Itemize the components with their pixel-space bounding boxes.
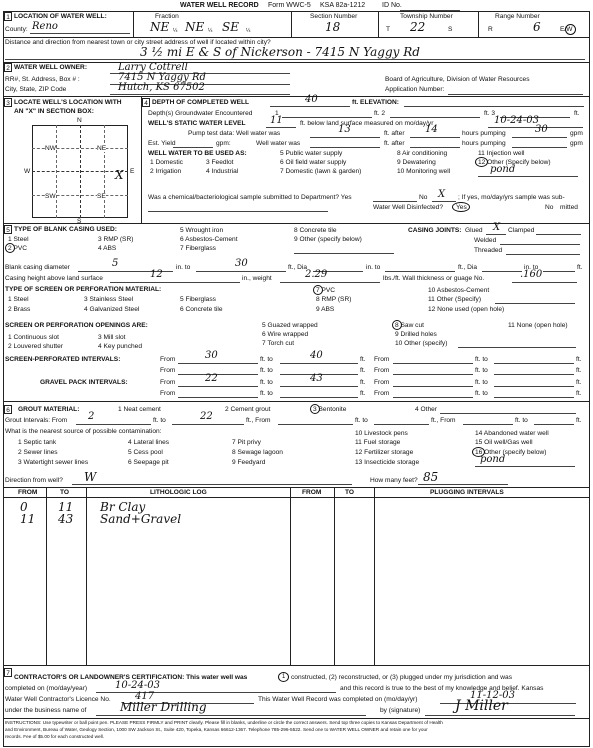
disinfected-no[interactable]: No bbox=[545, 204, 554, 211]
fraction-1[interactable]: NE bbox=[150, 20, 170, 34]
section-5-number: 5 bbox=[4, 225, 12, 234]
joint-threaded[interactable]: Threaded bbox=[474, 247, 503, 254]
form-number: Form WWC-5 bbox=[268, 2, 311, 9]
open-5[interactable]: 5 Guazed wrapped bbox=[262, 322, 318, 329]
log-header-lithologic: LITHOLOGIC LOG bbox=[150, 489, 207, 496]
open-1[interactable]: 1 Continuous slot bbox=[8, 334, 59, 341]
use-10[interactable]: 10 Monitoring well bbox=[397, 168, 451, 175]
distance-label: Distance and direction from nearest town or city street address of well if located within city? bbox=[5, 39, 271, 46]
open-4[interactable]: 4 Key punched bbox=[98, 343, 142, 350]
pump-gpm-value[interactable]: 30 bbox=[535, 124, 548, 135]
casing-6[interactable]: 6 Asbestos-Cement bbox=[180, 236, 238, 243]
joint-clamped[interactable]: Clamped bbox=[508, 227, 535, 234]
use-9[interactable]: 9 Dewatering bbox=[397, 159, 436, 166]
section-1-number: 1 bbox=[4, 12, 12, 21]
source-14[interactable]: 14 Abandoned water well bbox=[475, 430, 549, 437]
cert-constructed-circle bbox=[278, 672, 289, 682]
contamination-label: What is the nearest source of possible contamination: bbox=[5, 428, 162, 435]
screen-8[interactable]: 8 RMP (SR) bbox=[316, 296, 352, 303]
direction-label: Direction from well? bbox=[5, 477, 63, 484]
section-3-number: 3 bbox=[4, 98, 12, 107]
log-row-2-to[interactable]: 43 bbox=[58, 512, 74, 526]
wall-value[interactable]: .160 bbox=[520, 269, 543, 280]
source-2[interactable]: 2 Sewer lines bbox=[18, 449, 58, 456]
grout-3[interactable]: 3 Bentonite bbox=[313, 406, 347, 413]
record-date-value[interactable]: 11-12-03 bbox=[470, 690, 515, 701]
diameter-to-value[interactable]: 30 bbox=[235, 258, 248, 269]
section-4-number: 4 bbox=[142, 98, 150, 107]
log-row-2-from[interactable]: 11 bbox=[20, 512, 36, 526]
screen-pvc-circle bbox=[313, 285, 323, 295]
source-3[interactable]: 3 Watertight sewer lines bbox=[18, 459, 89, 466]
owner-value[interactable]: Larry Cottrell bbox=[118, 62, 188, 73]
how-many-feet-value[interactable]: 85 bbox=[423, 470, 439, 484]
source-15[interactable]: 15 Oil well/Gas well bbox=[475, 439, 533, 446]
fraction-3[interactable]: SE bbox=[222, 20, 239, 34]
well-location-mark: X bbox=[115, 168, 124, 182]
source-9[interactable]: 9 Feedyard bbox=[232, 459, 266, 466]
log-header-from: FROM bbox=[18, 489, 38, 496]
completed-value[interactable]: 10-24-03 bbox=[115, 680, 160, 691]
gravel-from-value[interactable]: 22 bbox=[205, 373, 218, 384]
source-5[interactable]: 5 Cess pool bbox=[128, 449, 163, 456]
screen-4[interactable]: 4 Galvanized Steel bbox=[84, 306, 140, 313]
static-level-value[interactable]: 11 bbox=[270, 115, 283, 126]
certification-label: CONTRACTOR'S OR LANDOWNER'S CERTIFICATION: This water well was bbox=[14, 674, 248, 681]
grout-4[interactable]: 4 Other bbox=[415, 406, 437, 413]
instructions-line-3: records. Fee of $5.00 for each constructed well. bbox=[5, 734, 105, 739]
open-7[interactable]: 7 Torch cut bbox=[262, 340, 295, 347]
log-header-to: TO bbox=[60, 489, 70, 496]
use-7[interactable]: 7 Domestic (lawn & garden) bbox=[280, 168, 362, 175]
screen-intervals-label: SCREEN-PERFORATED INTERVALS: bbox=[5, 356, 121, 363]
log-row-1-from[interactable]: 0 bbox=[20, 500, 28, 514]
open-9[interactable]: 9 Drilled holes bbox=[395, 331, 437, 338]
joint-glued-mark: X bbox=[493, 222, 501, 233]
gravel-to-value[interactable]: 43 bbox=[310, 373, 323, 384]
screen-11[interactable]: 11 Other (Specify) bbox=[428, 296, 482, 303]
open-3[interactable]: 3 Mill slot bbox=[98, 334, 126, 341]
open-8[interactable]: 8 Saw cut bbox=[395, 322, 424, 329]
casing-2[interactable]: 2 PVC bbox=[8, 245, 28, 252]
instructions-line-2: and Environment, Bureau of Water, Geology Section, 1000 SW Jackson St., Suite 420, Topeka, Kansas 66612-1367. Telephone 785-296-5522. Send one to WATER WELL OWNER and retain one for your bbox=[5, 727, 428, 732]
use-5[interactable]: 5 Public water supply bbox=[280, 150, 343, 157]
pump-water-value[interactable]: 13 bbox=[338, 124, 351, 135]
log-header-from2: FROM bbox=[302, 489, 322, 496]
yield-label: Est. Yield bbox=[148, 140, 176, 147]
casing-5[interactable]: 5 Wrought iron bbox=[180, 227, 224, 234]
county-value[interactable]: Reno bbox=[32, 21, 58, 32]
open-saw-cut-circle bbox=[392, 320, 402, 330]
use-12[interactable]: 12 Other (Specify below) bbox=[478, 159, 551, 166]
license-label: Water Well Contractor's Licence No. bbox=[5, 696, 111, 703]
grout-from-value[interactable]: 2 bbox=[88, 411, 95, 422]
address-value[interactable]: 7415 N Yaggy Rd bbox=[118, 72, 206, 83]
log-row-1-desc[interactable]: Br Clay bbox=[100, 500, 146, 514]
gravel-intervals-label: GRAVEL PACK INTERVALS: bbox=[40, 379, 128, 386]
screen-6[interactable]: 6 Concrete tile bbox=[180, 306, 223, 313]
casing-label: TYPE OF BLANK CASING USED: bbox=[14, 226, 117, 233]
sec3-title: LOCATE WELL'S LOCATION WITH bbox=[14, 99, 122, 106]
section-number-label: Section Number bbox=[310, 13, 358, 20]
use-8[interactable]: 8 Air conditioning bbox=[397, 150, 448, 157]
source-12[interactable]: 12 Fertilizer storage bbox=[355, 449, 414, 456]
screen-to-value[interactable]: 40 bbox=[310, 350, 323, 361]
casing-9[interactable]: 9 Other (specify below) bbox=[294, 236, 362, 243]
city-label: City, State, ZIP Code bbox=[5, 86, 67, 93]
screen-3[interactable]: 3 Stainless Steel bbox=[84, 296, 134, 303]
weight-value[interactable]: 2.29 bbox=[305, 269, 328, 280]
source-8[interactable]: 8 Sewage lagoon bbox=[232, 449, 283, 456]
instructions-line-1: INSTRUCTIONS: Use typewriter or ball point pen. PLEASE PRESS FIRMLY and PRINT clearly. Please fill in blanks, underline or circle the correct answers. Send top three copies to Kansas Department of Health bbox=[5, 720, 443, 725]
range-ew[interactable]: E/W bbox=[560, 26, 573, 33]
signature[interactable]: J Miller bbox=[455, 698, 508, 714]
disinfected-yes-circle bbox=[452, 202, 470, 212]
log-header-to2: TO bbox=[345, 489, 355, 496]
open-6[interactable]: 6 Wire wrapped bbox=[262, 331, 309, 338]
screen-10[interactable]: 10 Asbestos-Cement bbox=[428, 287, 490, 294]
screen-5[interactable]: 5 Fiberglass bbox=[180, 296, 216, 303]
open-10[interactable]: 10 Other (specify) bbox=[395, 340, 448, 347]
height-label: Casing height above land surface bbox=[5, 275, 103, 282]
business-value[interactable]: Miller Drilling bbox=[120, 700, 207, 714]
township-value[interactable]: 22 bbox=[410, 20, 426, 34]
grout-to-value[interactable]: 22 bbox=[200, 411, 213, 422]
grout-2[interactable]: 2 Cement grout bbox=[225, 406, 271, 413]
section-6-number: 6 bbox=[4, 405, 12, 414]
casing-8[interactable]: 8 Concrete tile bbox=[294, 227, 337, 234]
diameter-label: Blank casing diameter bbox=[5, 264, 70, 271]
use-1[interactable]: 1 Domestic bbox=[150, 159, 183, 166]
groundwater-label: Depth(s) Groundwater Encountered bbox=[148, 110, 253, 117]
township-label: Township Number bbox=[400, 13, 453, 20]
section-number-value[interactable]: 18 bbox=[325, 20, 341, 34]
screen-7[interactable]: 7 PVC bbox=[316, 287, 336, 294]
disinfected-yes[interactable]: Yes bbox=[456, 204, 467, 211]
sec1-title: LOCATION OF WATER WELL: bbox=[14, 13, 107, 20]
use-other-value[interactable]: pond bbox=[490, 164, 516, 175]
water-well-record-form: WATER WELL RECORD Form WWC-5 KSA 82a-1212 ID No. 1 LOCATION OF WATER WELL: County: Reno Fraction NE ¼ NE ¼ SE ¼ Section Number 18 Township Number T 22 S Range Number R 6 E/W Distance and direction from nearest town or city street address of well if located within city? 3 ½ mi E & S of Nickerson - 7415 N Yaggy Rd 2 WATER WELL OWNER: Larry Cottrell RR#, St. Address, Box # : 7415 N Yaggy Rd City, State, ZIP Code Hutch, KS 67502 Board of Agriculture, Division of Water Resources Application Number: 3 LOCATE WELL'S LOCATION WITH AN "X" IN SECTION BOX: N S W E NW NE SW SE X 4 DEPTH OF COMPLETED WELL 40 ft. ELEVATION: Depth(s) Groundwater Encountered 1 ft. 2 ft. 3 ft. WELL'S STATIC WATER LEVEL 11 ft. below land surface measured on mo/day/yr 10-24-03 Pump test data: Well water was 13 ft. after 14 hours pumping 30 gpm Est. Yield gpm: Well water was ft. after hours pumping gpm WELL WATER TO BE USED AS: 1 Domestic 2 Irrigation 3 Feedlot 4 Industrial 5 Public water supply 6 Oil field water supply 7 Domestic (lawn & garden) 8 Air conditioning 9 Dewatering 10 Monitoring well 11 Injection well 12 Other (Specify below) pond Was a chemical/bacteriological sample submitted to Department? Yes No X ; If yes, mo/day/yrs sample was sub- mitted Water Well Disinfected? Yes No 5 TYPE OF BLANK CASING USED: 1 Steel 2 PVC 3 RMP (SR) 4 ABS 5 Wrought iron 6 Asbestos-Cement 7 Fiberglass 8 Concrete tile 9 Other (specify below) CASING JOINTS: Glued X Clamped Welded Threaded Blank casing diameter 5 in. to 30 ft., Dia in. to ft., Dia in. to ft. Casing height above land surface 12 in., weight 2.29 lbs./ft. Wall thickness or guage No. .160 TYPE OF SCREEN OR PERFORATION MATERIAL: 1 Steel 2 Brass 3 Stainless Steel 4 Galvanized Steel 5 Fiberglass 6 Concrete tile 7 PVC 8 RMP (SR) 9 ABS 10 Asbestos-Cement 11 Other (Specify) 12 None used (open hole) SCREEN OR PERFORATION OPENINGS ARE: 1 Continuous slot 2 Louvered shutter 3 Mill slot 4 Key punched 5 Guazed wrapped 6 Wire wrapped 7 Torch cut 8 Saw cut 9 Drilled holes 10 Other (specify) 11 None (open hole) SCREEN-PERFORATED INTERVALS: From 30 ft. to 40 ft. From ft. to ft. From ft. to ft. From ft. to ft. GRAVEL PACK INTERVALS: From 22 ft. to 43 ft. From ft. to ft. From ft. to ft. From ft. to ft. 6 GROUT MATERIAL: 1 Neat cement 2 Cement grout 3 Bentonite 4 Other Grout Intervals: From 2 ft. to 22 ft., From ft. to ft., From ft. to ft. What is the nearest source of possible contamination: 1 Septic tank 2 Sewer lines 3 Watertight sewer lines 4 Lateral lines 5 Cess pool 6 Seepage pit 7 Pit privy 8 Sewage lagoon 9 Feedyard 10 Livestock pens 11 Fuel storage 12 Fertilizer storage 13 Insecticide storage 14 Abandoned water well 15 Oil well/Gas well 16 Other (specify below) pond Direction from well? W How many feet? 85 FROM TO LITHOLOGIC LOG FROM TO PLUGGING INTERVALS 0 11 Br Clay 11 43 Sand+Gravel 7 CONTRACTOR'S OR LANDOWNER'S CERTIFICATION: This water well was 1 constructed, (2) reconstructed, or (3) plugged under my jurisdiction and was completed on (mo/day/year) 10-24-03 and this record is true to the best of my knowledge and belief. Kansas Water Well Contractor's Licence No. 417 This Water Well Record was completed on (mo/day/yr) 11-12-03 under the business name of Miller Drilling by (signature) J Miller INSTRUCTIONS: Use typewriter or ball point pen. PLEASE PRESS FIRMLY and PRINT clearly. Please fill in blanks, underline or circle the correct answers. Send top three copies to Kansas Department of Health and Environment, Bureau of Water, Geology Section, 1000 SW Jackson St., Suite 420, Topeka, Kansas 66612-1367. Telephone 785-296-5522. Send one to WATER WELL OWNER and retain one for your records. Fee of $5.00 for each constructed well. bbox=[0, 0, 593, 748]
use-3[interactable]: 3 Feedlot bbox=[206, 159, 234, 166]
range-label: Range Number bbox=[495, 13, 540, 20]
sec3-title2: AN "X" IN SECTION BOX: bbox=[14, 108, 94, 115]
screen-2[interactable]: 2 Brass bbox=[8, 306, 31, 313]
disinfected-label: Water Well Disinfected? bbox=[373, 204, 443, 211]
grout-bentonite-circle bbox=[310, 404, 320, 414]
source-1[interactable]: 1 Septic tank bbox=[18, 439, 57, 446]
casing-1[interactable]: 1 Steel bbox=[8, 236, 29, 243]
source-16[interactable]: 16 Other (specify below) bbox=[475, 449, 547, 456]
static-level-label: WELL'S STATIC WATER LEVEL bbox=[148, 120, 246, 127]
use-6[interactable]: 6 Oil field water supply bbox=[280, 159, 347, 166]
joint-welded[interactable]: Welded bbox=[474, 237, 497, 244]
open-11[interactable]: 11 None (open hole) bbox=[508, 322, 568, 329]
casing-3[interactable]: 3 RMP (SR) bbox=[98, 236, 134, 243]
distance-value[interactable]: 3 ½ mi E & S of Nickerson - 7415 N Yaggy Rd bbox=[140, 45, 420, 59]
fraction-2[interactable]: NE bbox=[185, 20, 205, 34]
depth-value[interactable]: 40 bbox=[305, 94, 318, 105]
grout-1[interactable]: 1 Neat cement bbox=[118, 406, 161, 413]
pump-test-label: Pump test data: Well water was bbox=[188, 130, 281, 137]
board-label: Board of Agriculture, Division of Water Resources bbox=[385, 76, 530, 83]
completed-label: completed on (mo/day/year) bbox=[5, 685, 88, 692]
screen-9[interactable]: 9 ABS bbox=[316, 306, 335, 313]
joint-glued[interactable]: Glued bbox=[465, 227, 483, 234]
sec2-title: WATER WELL OWNER: bbox=[14, 64, 88, 71]
source-11[interactable]: 11 Fuel storage bbox=[355, 439, 401, 446]
screen-1[interactable]: 1 Steel bbox=[8, 296, 29, 303]
screen-from-value[interactable]: 30 bbox=[205, 350, 218, 361]
use-2[interactable]: 2 Irrigation bbox=[150, 168, 182, 175]
diameter-value[interactable]: 5 bbox=[112, 258, 119, 269]
openings-label: SCREEN OR PERFORATION OPENINGS ARE: bbox=[5, 322, 148, 329]
id-label: ID No. bbox=[382, 2, 402, 9]
business-label: under the business name of bbox=[5, 707, 87, 714]
source-4[interactable]: 4 Lateral lines bbox=[128, 439, 170, 446]
section-2-number: 2 bbox=[4, 63, 12, 72]
height-value[interactable]: 12 bbox=[150, 269, 163, 280]
use-4[interactable]: 4 Industrial bbox=[206, 168, 239, 175]
log-header-plugging: PLUGGING INTERVALS bbox=[430, 489, 504, 496]
address-label: RR#, St. Address, Box # : bbox=[5, 76, 80, 83]
grout-label: GROUT MATERIAL: bbox=[18, 406, 80, 413]
screen-12[interactable]: 12 None used (open hole) bbox=[428, 306, 505, 313]
direction-value[interactable]: W bbox=[84, 470, 97, 484]
casing-pvc-circle bbox=[5, 243, 15, 253]
depth-label: DEPTH OF COMPLETED WELL bbox=[152, 99, 250, 106]
source-7[interactable]: 7 Pit privy bbox=[232, 439, 261, 446]
how-many-feet-label: How many feet? bbox=[370, 477, 418, 484]
ksa-reference: KSA 82a-1212 bbox=[320, 2, 366, 9]
section-7-number: 7 bbox=[4, 668, 12, 677]
license-value[interactable]: 417 bbox=[135, 691, 155, 702]
chem-no-mark[interactable]: X bbox=[438, 189, 446, 200]
pump-hours-value[interactable]: 14 bbox=[425, 124, 438, 135]
joints-label: CASING JOINTS: bbox=[408, 227, 462, 234]
fraction-label: Fraction bbox=[155, 13, 179, 20]
city-value[interactable]: Hutch, KS 67502 bbox=[118, 82, 205, 93]
signature-label: by (signature) bbox=[380, 707, 421, 714]
range-value[interactable]: 6 bbox=[533, 20, 541, 34]
source-13[interactable]: 13 Insecticide storage bbox=[355, 459, 420, 466]
use-11[interactable]: 11 Injection well bbox=[478, 150, 525, 157]
use-12-circle bbox=[475, 157, 488, 167]
county-label: County: bbox=[5, 26, 28, 33]
log-row-2-desc[interactable]: Sand+Gravel bbox=[100, 512, 182, 526]
static-date[interactable]: 10-24-03 bbox=[494, 115, 539, 126]
source-10[interactable]: 10 Livestock pens bbox=[355, 430, 408, 437]
source-other-value[interactable]: pond bbox=[480, 454, 506, 465]
grout-intervals-label: Grout Intervals: From bbox=[5, 417, 68, 424]
form-title: WATER WELL RECORD bbox=[180, 2, 259, 9]
range-e-circle bbox=[565, 24, 576, 35]
cert-choice-1[interactable]: 1 bbox=[282, 674, 286, 680]
use-label: WELL WATER TO BE USED AS: bbox=[148, 150, 247, 157]
log-row-1-to[interactable]: 11 bbox=[58, 500, 74, 514]
chem-sample-label: Was a chemical/bacteriological sample submitted to Department? Yes bbox=[148, 194, 352, 201]
open-2[interactable]: 2 Louvered shutter bbox=[8, 343, 63, 350]
casing-4[interactable]: 4 ABS bbox=[98, 245, 117, 252]
source-6[interactable]: 6 Seepage pit bbox=[128, 459, 169, 466]
screen-material-label: TYPE OF SCREEN OR PERFORATION MATERIAL: bbox=[5, 286, 162, 293]
casing-7[interactable]: 7 Fiberglass bbox=[180, 245, 216, 252]
application-label: Application Number: bbox=[385, 86, 445, 93]
